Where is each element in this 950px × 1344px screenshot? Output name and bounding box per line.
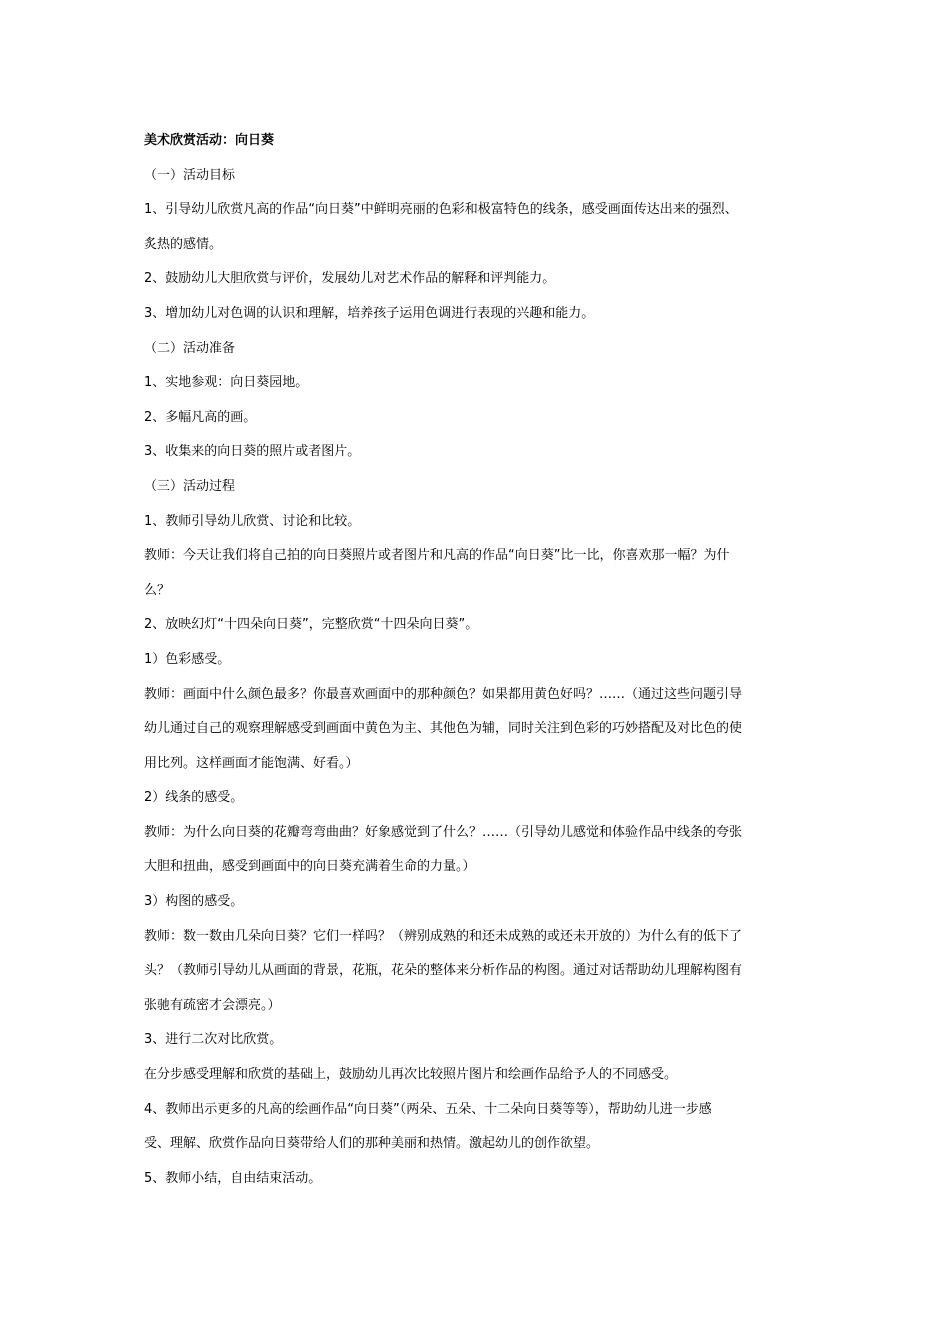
paragraph-line: 4、教师出示更多的凡高的绘画作品“向日葵”（两朵、五朵、十二朵向日葵等等），帮助幼儿进一步感 [144, 1101, 712, 1117]
paragraph-line: 用比列。这样画面才能饱满、好看。） [144, 755, 359, 771]
paragraph-line: 张驰有疏密才会漂亮。） [144, 997, 281, 1013]
section-heading-preparation: （二）活动准备 [144, 340, 236, 356]
section-heading-process: （三）活动过程 [144, 478, 236, 494]
paragraph-line: 头？（教师引导幼儿从画面的背景，花瓶，花朵的整体来分析作品的构图。通过对话帮助幼儿理解构图有 [144, 963, 743, 979]
paragraph-line: 3、增加幼儿对色调的认识和理解，培养孩子运用色调进行表现的兴趣和能力。 [144, 305, 595, 321]
paragraph-line: 大胆和扭曲，感受到画面中的向日葵充满着生命的力量。） [144, 859, 476, 875]
paragraph-line: 2、多幅凡高的画。 [144, 409, 257, 425]
paragraph-line: 教师：今天让我们将自己拍的向日葵照片或者图片和凡高的作品“向日葵”比一比，你喜欢那一幅？为什 [144, 548, 730, 564]
paragraph-line: 2）线条的感受。 [144, 790, 244, 806]
paragraph-line: 么？ [144, 582, 171, 598]
document-body [144, 124, 810, 1196]
paragraph-line: 1、实地参观：向日葵园地。 [144, 375, 309, 391]
section-heading-goals: （一）活动目标 [144, 167, 236, 183]
paragraph-line: 教师：画面中什么颜色最多？你最喜欢画面中的那种颜色？如果都用黄色好吗？……（通过这些问题引导 [144, 686, 743, 702]
paragraph-line: 3、进行二次对比欣赏。 [144, 1032, 283, 1048]
paragraph-line: 幼儿通过自己的观察理解感受到画面中黄色为主、其他色为辅，同时关注到色彩的巧妙搭配及对比色的使 [144, 721, 743, 737]
paragraph-line: 在分步感受理解和欣赏的基础上，鼓励幼儿再次比较照片图片和绘画作品给予人的不同感受。 [144, 1067, 678, 1083]
paragraph-line: 炙热的感情。 [144, 236, 223, 252]
paragraph-line: 3、收集来的向日葵的照片或者图片。 [144, 444, 361, 460]
paragraph-line: 教师：数一数由几朵向日葵？它们一样吗？（辨别成熟的和还未成熟的或还未开放的）为什么有的低下了 [144, 928, 743, 944]
paragraph-line: 1）色彩感受。 [144, 651, 231, 667]
paragraph-line: 1、引导幼儿欣赏凡高的作品“向日葵”中鲜明亮丽的色彩和极富特色的线条，感受画面传达出来的强烈、 [144, 202, 738, 218]
paragraph-line: 5、教师小结，自由结束活动。 [144, 1170, 322, 1186]
paragraph-line: 2、放映幻灯“十四朵向日葵”，完整欣赏“十四朵向日葵”。 [144, 617, 479, 633]
paragraph-line: 1、教师引导幼儿欣赏、讨论和比较。 [144, 513, 361, 529]
paragraph-line: 教师：为什么向日葵的花瓣弯弯曲曲？好象感觉到了什么？……（引导幼儿感觉和体验作品中线条的夸张 [144, 824, 743, 840]
document-title: 美术欣赏活动：向日葵 [144, 133, 275, 148]
paragraph-line: 受、理解、欣赏作品向日葵带给人们的那种美丽和热情。激起幼儿的创作欲望。 [144, 1136, 600, 1152]
paragraph-line: 2、鼓励幼儿大胆欣赏与评价，发展幼儿对艺术作品的解释和评判能力。 [144, 271, 556, 287]
paragraph-line: 3）构图的感受。 [144, 894, 244, 910]
